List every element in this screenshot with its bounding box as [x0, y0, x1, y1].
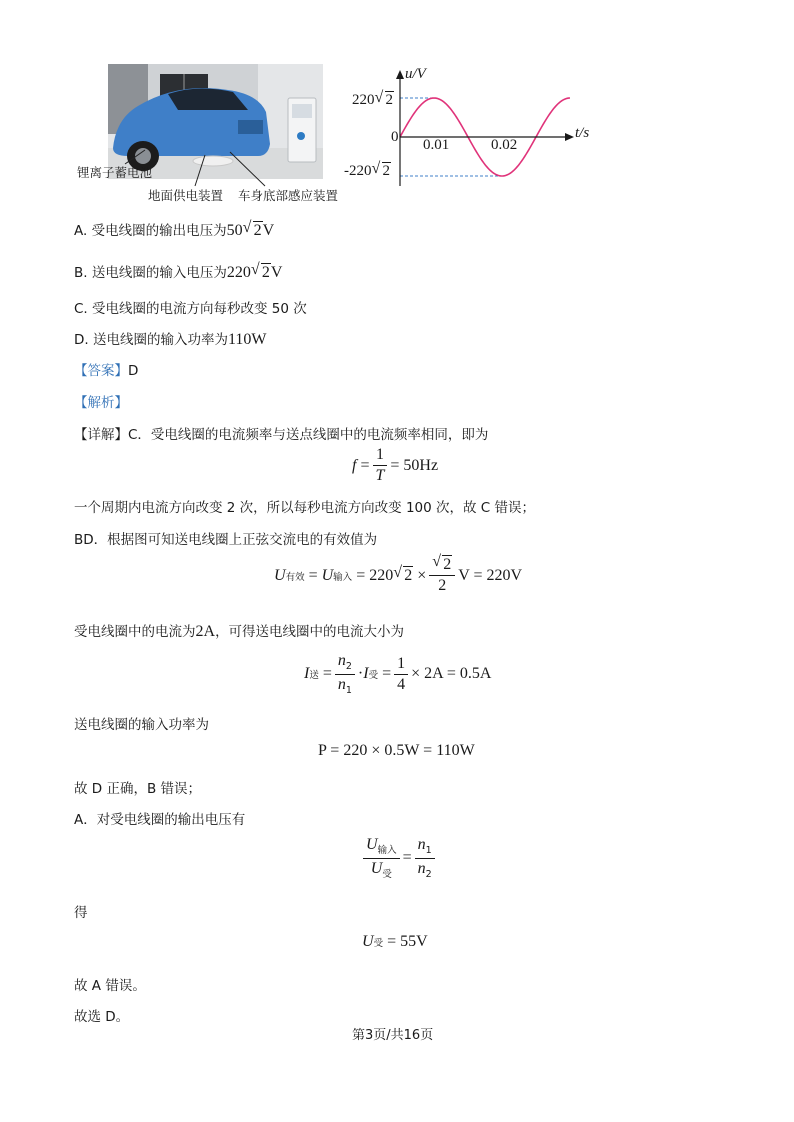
x-tick-0-02: 0.02 — [491, 137, 518, 153]
y-axis-label: u/V — [405, 66, 426, 82]
answer-line: 【答案】D — [74, 363, 139, 379]
x-axis-arrow-icon — [565, 133, 574, 141]
option-a: A. 受电线圈的输出电压为50 √ 2V — [74, 219, 275, 239]
answer-label: 【答案】 — [74, 363, 128, 379]
solution-line-3: BD．根据图可知送电线圈上正弦交流电的有效值为 — [74, 532, 378, 548]
origin-label: 0 — [391, 129, 399, 145]
callout-sensor: 车身底部感应装置 — [238, 188, 339, 203]
analysis-label: 【解析】 — [74, 395, 128, 411]
option-c: C. 受电线圈的电流方向每秒改变 50 次 — [74, 301, 307, 317]
page-number: 第3页/共16页 — [352, 1028, 434, 1043]
equation-effective-voltage: U 有效 = U 输入 = 220 √ 2 × √ 2 2 V = 220V — [274, 553, 523, 595]
solution-line-4: 受电线圈中的电流为2A，可得送电线圈中的电流大小为 — [74, 623, 405, 640]
detail-line: 【详解】C．受电线圈的电流频率与送点线圈中的电流频率相同，即为 — [74, 427, 489, 443]
callout-ground: 地面供电装置 — [148, 188, 224, 203]
solution-line-6: 故 D 正确，B 错误； — [74, 781, 202, 797]
solution-line-8: 得 — [74, 905, 88, 921]
solution-line-5: 送电线圈的输入功率为 — [74, 717, 209, 733]
option-d: D. 送电线圈的输入功率为110W — [74, 331, 267, 348]
equation-turns-ratio: $\frac{U_{输入}}{U_受}$ = $\frac{n_1}{n_2}$ — [360, 836, 438, 881]
option-b: B. 送电线圈的输入电压为220 √ 2V — [74, 261, 283, 281]
equation-power: P = 220 × 0.5W = 110W — [318, 742, 475, 759]
callout-battery: 锂离子蓄电池 — [77, 165, 153, 180]
equation-output-voltage: U 受 = 55V — [362, 933, 428, 950]
solution-line-2: 一个周期内电流方向改变 2 次，所以每秒电流方向改变 100 次，故 C 错误； — [74, 500, 536, 516]
solution-line-10: 故选 D。 — [74, 1009, 130, 1025]
solution-line-7: A．对受电线圈的输出电压有 — [74, 812, 246, 828]
y-min-label: -220 √ 2 — [344, 160, 390, 179]
solution-line-9: 故 A 错误。 — [74, 978, 146, 994]
equation-frequency: f = $\frac{1}{T}$ = 50Hz — [352, 446, 439, 485]
y-max-label: 220 √ 2 — [352, 89, 393, 108]
x-tick-0-01: 0.01 — [423, 137, 450, 153]
y-axis-arrow-icon — [396, 70, 404, 79]
x-axis-label: t/s — [575, 125, 590, 141]
equation-current: I 送 = $\frac{n_2}{n_1}$ · I 受 = $\frac{1}{4}$ × 2A = 0.5A — [304, 652, 492, 696]
